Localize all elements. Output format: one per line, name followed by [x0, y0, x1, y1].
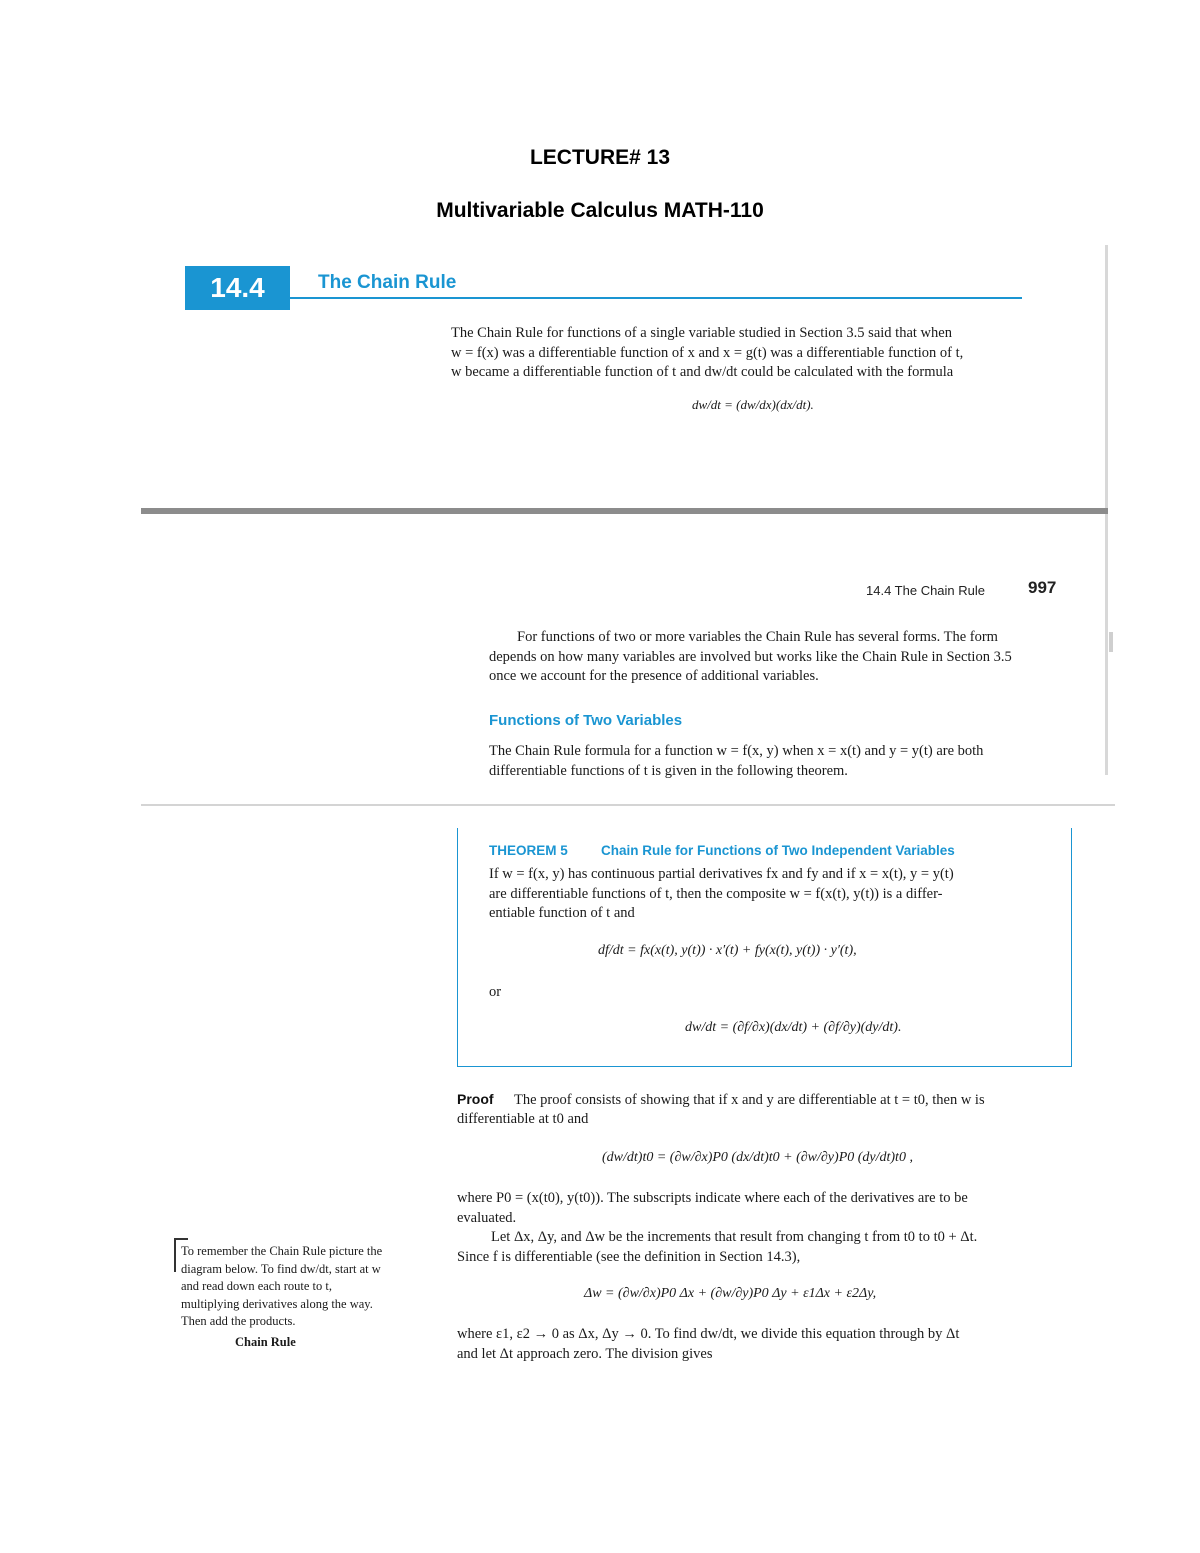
proof-line: The proof consists of showing that if x and y are differentiable at t = t0, then w is	[514, 1092, 985, 1108]
theorem-line: entiable function of t and	[489, 905, 635, 921]
subheading: Functions of Two Variables	[489, 712, 683, 729]
section-intro	[451, 324, 1031, 383]
theorem-equation-1: df/dt = fx(x(t), y(t)) · x′(t) + fy(x(t), y(t)) · y′(t),	[598, 943, 857, 958]
paragraph-line: differentiable functions of t is given in the following theorem.	[489, 762, 848, 779]
theorem-title: Chain Rule for Functions of Two Independent Variables	[601, 843, 955, 858]
section-title-underline	[290, 297, 1022, 299]
paragraph-line: The Chain Rule formula for a function w = f(x, y) when x = x(t) and y = y(t) are both	[489, 743, 984, 759]
theorem-or: or	[489, 984, 502, 1000]
intro-line: The Chain Rule for functions of a single variable studied in Section 3.5 said that when	[451, 325, 952, 341]
margin-note-caption: Chain Rule	[235, 1335, 296, 1349]
course-title: Multivariable Calculus MATH-110	[436, 199, 764, 222]
intro-paragraph	[489, 628, 1064, 687]
proof-line: Since f is differentiable (see the definition in Section 14.3),	[457, 1248, 801, 1265]
theorem-equation-2: dw/dt = (∂f/∂x)(dx/dt) + (∂f/∂y)(dy/dt).	[685, 1020, 902, 1035]
lecture-title: LECTURE# 13	[529, 146, 671, 169]
proof-paragraph	[457, 1189, 1077, 1267]
margin-note-line: Then add the products.	[181, 1314, 296, 1328]
theorem-line: If w = f(x, y) has continuous partial derivatives fx and fy and if x = x(t), y = y(t)	[489, 866, 954, 882]
page-divider-thin	[141, 804, 1115, 806]
intro-line: w = f(x) was a differentiable function of x and x = g(t) was a differentiable function of t,	[451, 344, 964, 361]
margin-note-line: multiplying derivatives along the way.	[181, 1296, 373, 1311]
paragraph-line: For functions of two or more variables the Chain Rule has several forms. The form	[517, 629, 998, 645]
proof-equation-1: (dw/dt)t0 = (∂w/∂x)P0 (dx/dt)t0 + (∂w/∂y)P0 (dy/dt)t0 ,	[602, 1150, 913, 1165]
proof-line: where P0 = (x(t0), y(t0)). The subscripts indicate where each of the derivatives are to be	[457, 1190, 968, 1206]
margin-note-line: To remember the Chain Rule picture the	[181, 1244, 383, 1258]
proof-line: evaluated.	[457, 1209, 517, 1226]
theorem-lead-paragraph	[489, 742, 1069, 781]
proof-equation-2: Δw = (∂w/∂x)P0 Δx + (∂w/∂y)P0 Δy + ε1Δx + ε2Δy,	[584, 1286, 877, 1301]
proof-paragraph-end	[457, 1325, 1077, 1364]
margin-note	[181, 1243, 441, 1331]
proof-line: Let Δx, Δy, and Δw be the increments that result from changing t from t0 to t0 + Δt.	[491, 1229, 978, 1245]
running-head: 14.4 The Chain Rule	[866, 583, 986, 598]
theorem-statement	[489, 865, 1064, 924]
scroll-marker	[1109, 632, 1113, 652]
proof-line: differentiable at t0 and	[457, 1111, 589, 1127]
paragraph-line: depends on how many variables are involved but works like the Chain Rule in Section 3.5	[489, 648, 1012, 665]
section-number-badge: 14.4	[185, 266, 290, 310]
proof-line: and let Δt approach zero. The division gives	[457, 1345, 713, 1362]
theorem-label: THEOREM 5	[489, 843, 568, 858]
page-divider	[141, 508, 1108, 514]
margin-note-line: diagram below. To find dw/dt, start at w	[181, 1261, 381, 1276]
intro-line: w became a differentiable function of t and dw/dt could be calculated with the formula	[451, 364, 954, 380]
margin-note-line: and read down each route to t,	[181, 1279, 332, 1293]
proof-line: where ε1, ε2 → 0 as Δx, Δy → 0. To find dw/dt, we divide this equation through by Δt	[457, 1326, 960, 1342]
proof-label: Proof	[457, 1091, 494, 1107]
section-title: The Chain Rule	[318, 272, 457, 293]
page-number: 997	[1028, 578, 1057, 597]
theorem-line: are differentiable functions of t, then the composite w = f(x(t), y(t)) is a differ-	[489, 885, 943, 902]
single-variable-chain-formula: dw/dt = (dw/dx)(dx/dt).	[692, 397, 814, 412]
paragraph-line: once we account for the presence of additional variables.	[489, 668, 819, 684]
